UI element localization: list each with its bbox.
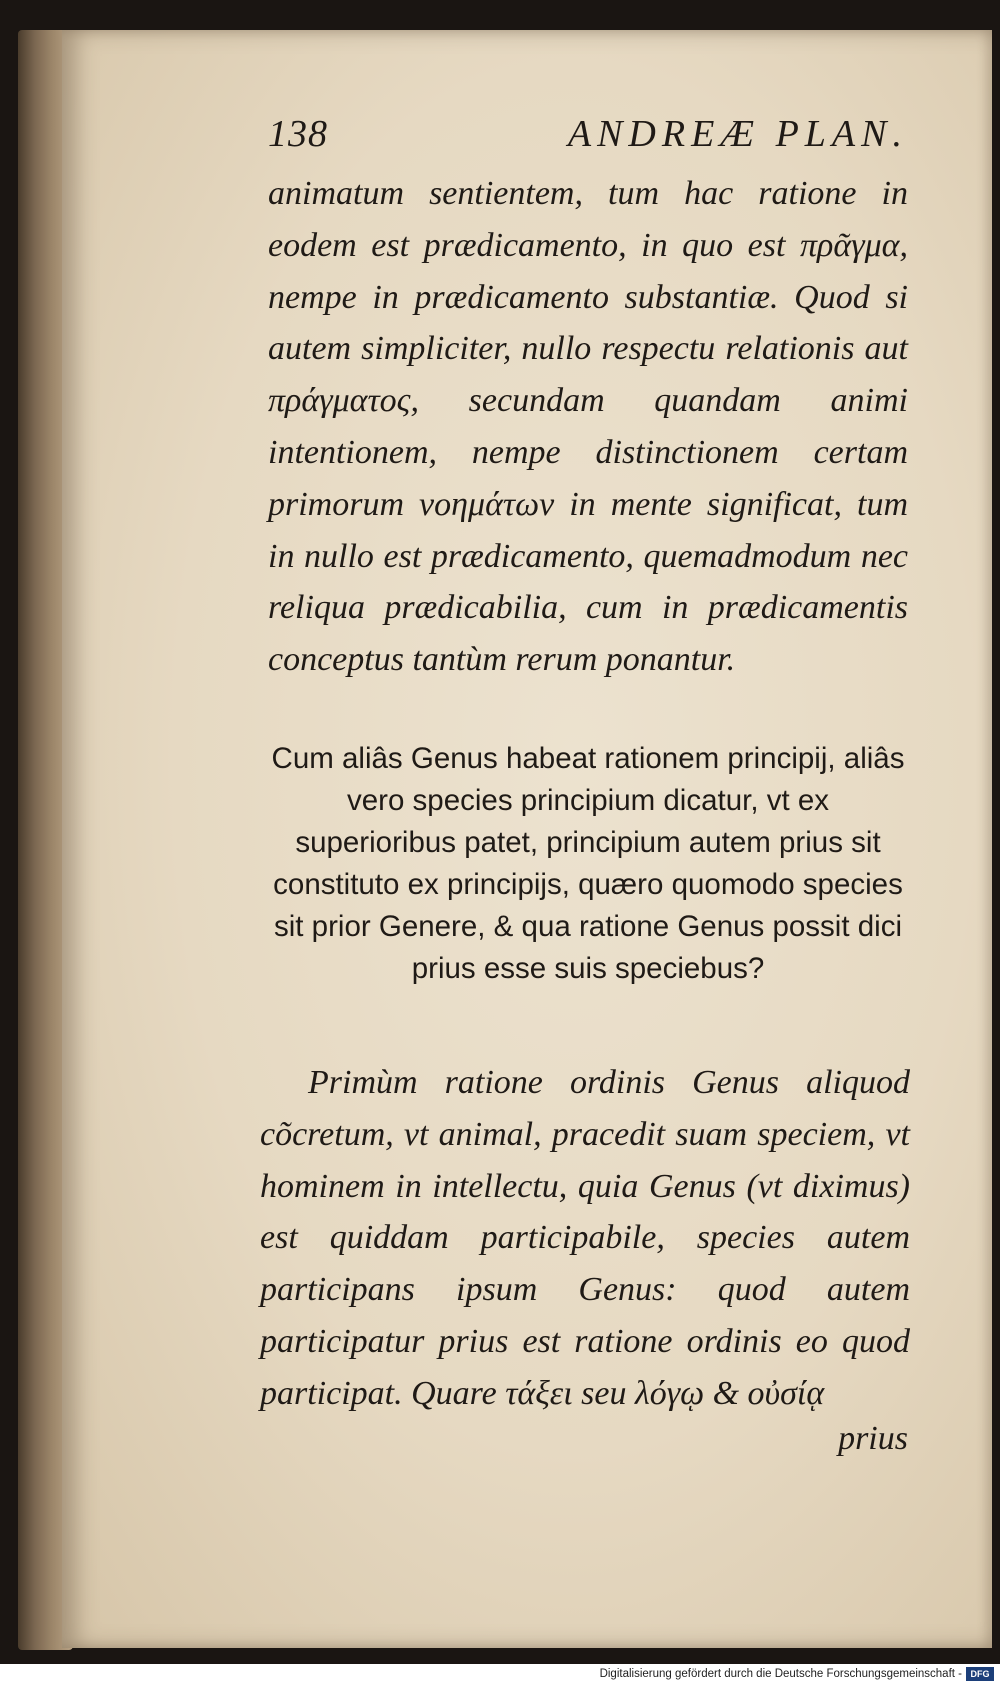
catchword: prius <box>838 1420 908 1457</box>
running-head-title: ANDREÆ PLAN. <box>567 113 908 155</box>
question-heading: Cum aliâs Genus habeat rationem principij, aliâs vero species principium dicatur, vt ex superioribus patet, principium autem prius sit constituto ex principijs, quæro quomodo species sit prior Genere, & qua ratione Genus possit dici prius esse suis speciebus? <box>271 742 905 985</box>
paragraph-1: animatum sentientem, tum hac ratione in eodem est prædicamento, in quo est πρᾶγμα, nempe in prædicamento substantiæ. Quod si autem simpliciter, nullo respectu relationis aut πράγματος, secundam quandam animi intentionem, nempe distinctionem certam primorum νοημάτων in mente significat, tum in nullo est prædicamento, quemadmodum nec reliqua prædicabilia, cum in prædicamentis conceptus tantùm rerum ponantur. <box>268 175 908 679</box>
dfg-logo: DFG <box>966 1667 994 1681</box>
running-head <box>268 112 908 156</box>
paragraph-2: Primùm ratione ordinis Genus aliquod cõcretum, vt animal, pracedit suam speciem, vt hominem in intellectu, quia Genus (vt diximus) est quiddam participabile, species autem participans ipsum Genus: quod autem participatur prius est ratione ordinis eo quod participat. Quare τάξει seu λόγῳ & οὐσίᾳ <box>260 1064 910 1412</box>
page-number: 138 <box>268 113 328 155</box>
footer-credit: Digitalisierung gefördert durch die Deutsche Forschungsgemeinschaft - <box>599 1668 962 1680</box>
